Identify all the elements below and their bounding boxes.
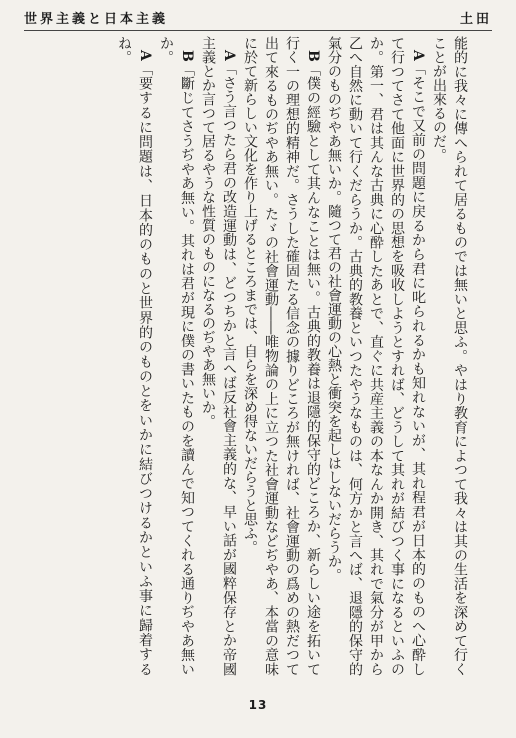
- dialogue-paragraph: [197, 36, 239, 676]
- dialogue-paragraph: [155, 36, 197, 676]
- paragraph-text: 「斷じてさうぢやあ無い。其れは君が現に僕の書いたものを讀んで知つてくれる通りぢやあ無いか。: [158, 36, 195, 676]
- vertical-body-text: [30, 36, 470, 676]
- header-title: 世界主義と日本主義: [24, 12, 169, 27]
- paragraph-continuation: [428, 36, 470, 676]
- speaker-label: B: [305, 50, 321, 62]
- speaker-label: A: [410, 50, 426, 61]
- paragraph-text: 「そこで又前の問題に戻るから君に叱られるかも知れないが、其れ程君が日本的のものへ心酔して行つてさて他面に世界的の思想を吸收しようとすれば、どうして其れが結びつく事になるといふのか。第一、君は其んな古典に心酔したあとで、直ぐに共産主義の本なんか開き、其れで氣分が甲から乙へ自然に動いて行くだらうか。古典的教養といつたやうなものは、何方かと言へば、退隱的保守的氣分のものぢやあ無いか。隨つて君の社會運動の心熱と衝突を起しはしないだらうか。: [326, 36, 426, 676]
- paragraph-text: 能的に我々に傳へられて居るものでは無いと思ふ。やはり教育によつて我々は其の生活を深めて行くことが出來るのだ。: [431, 36, 468, 676]
- speaker-label: A: [221, 50, 237, 61]
- speaker-label: A: [137, 50, 153, 61]
- paragraph-text: 「僕の經驗として其んなことは無い。古典的教養は退隱的保守的どころか、新らしい途を拓いて行く一の理想的精神だ。さうした確固たる信念の據りどころが無ければ、社會運動の爲めの熱だつて出て來るものぢやあ無い。たゞの社會運動――唯物論の上に立つた社會運動などぢやあ、本當の意味に於て新らしい文化を作り上げるところまでは、自らを深め得ないだらうと思ふ。: [242, 36, 321, 676]
- dialogue-paragraph: [239, 36, 323, 676]
- speaker-label: B: [179, 50, 195, 62]
- header-rule: [24, 30, 492, 31]
- paragraph-text: 「要するに問題は、日本的のものと世界的のものとをいかに結びつけるかといふ事に歸着するね。: [116, 36, 153, 676]
- dialogue-paragraph: [323, 36, 428, 676]
- dialogue-paragraph: [113, 36, 155, 676]
- paragraph-text: 「さう言つたら君の改造運動は、どつちかと言へば反社會主義的な、早い話が國粹保存とか帝國主義とか言つて居るやうな性質のものになるのぢやあ無いか。: [200, 36, 237, 676]
- running-header: [24, 8, 492, 27]
- page-number: 13: [248, 698, 268, 712]
- header-author: 土田: [459, 12, 492, 27]
